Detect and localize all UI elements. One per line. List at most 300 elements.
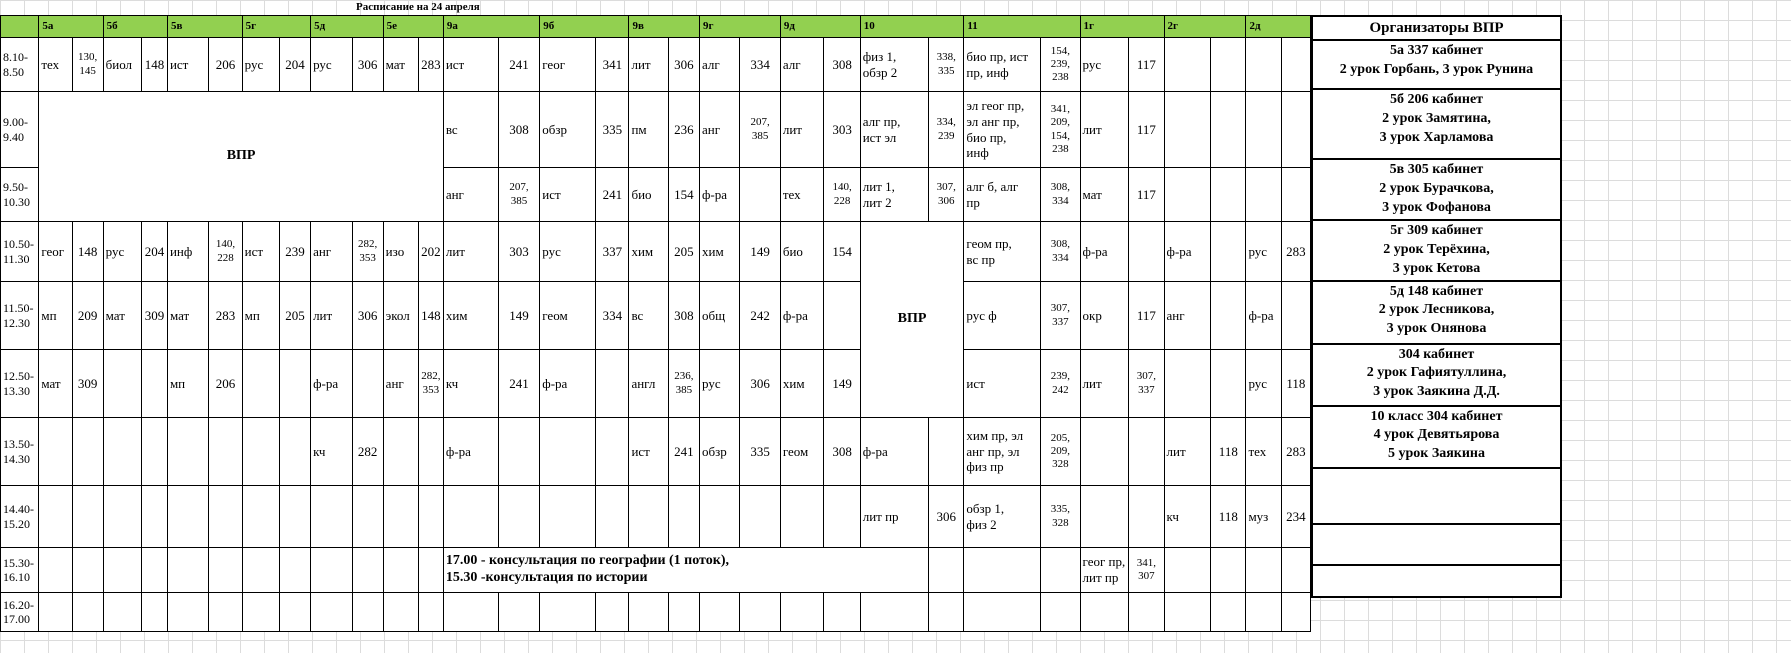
class-header[interactable]: 10: [860, 16, 964, 38]
room-cell[interactable]: [72, 418, 103, 486]
subject-cell[interactable]: [1080, 593, 1129, 632]
subject-cell[interactable]: изо: [383, 222, 418, 282]
room-cell[interactable]: 283: [1281, 222, 1310, 282]
organizer-cell[interactable]: 10 класс 304 кабинет 4 урок Девятьярова 5 урок Заякина: [1312, 406, 1561, 468]
subject-cell[interactable]: био: [629, 168, 668, 222]
room-cell[interactable]: 130, 145: [72, 38, 103, 92]
class-header[interactable]: 5в: [167, 16, 242, 38]
subject-cell[interactable]: лит: [1164, 418, 1211, 486]
subject-cell[interactable]: [167, 548, 208, 593]
organizer-cell[interactable]: 5а 337 кабинет 2 урок Горбань, 3 урок Рунина: [1312, 40, 1561, 89]
room-cell[interactable]: 149: [498, 282, 539, 350]
room-cell[interactable]: 308: [668, 282, 699, 350]
room-cell[interactable]: [1211, 92, 1246, 168]
room-cell[interactable]: 308, 334: [1041, 168, 1080, 222]
subject-cell[interactable]: [780, 486, 824, 548]
room-cell[interactable]: 140, 228: [209, 222, 242, 282]
room-cell[interactable]: [142, 593, 168, 632]
room-cell[interactable]: [929, 418, 964, 486]
subject-cell[interactable]: рус: [1246, 222, 1281, 282]
subject-cell[interactable]: био пр, ист пр, инф: [964, 38, 1041, 92]
subject-cell[interactable]: [1080, 486, 1129, 548]
subject-cell[interactable]: хим: [629, 222, 668, 282]
room-cell[interactable]: [498, 593, 539, 632]
subject-cell[interactable]: ист: [443, 38, 498, 92]
room-cell[interactable]: [1041, 593, 1080, 632]
time-cell[interactable]: 11.50- 12.30: [1, 282, 39, 350]
room-cell[interactable]: 283: [418, 38, 443, 92]
room-cell[interactable]: 338, 335: [929, 38, 964, 92]
subject-cell[interactable]: [383, 548, 418, 593]
subject-cell[interactable]: [860, 593, 928, 632]
subject-cell[interactable]: ист: [242, 222, 279, 282]
time-cell[interactable]: 10.50- 11.30: [1, 222, 39, 282]
room-cell[interactable]: 117: [1129, 92, 1164, 168]
room-cell[interactable]: 308: [824, 38, 860, 92]
room-cell[interactable]: 283: [209, 282, 242, 350]
subject-cell[interactable]: геом пр, вс пр: [964, 222, 1041, 282]
room-cell[interactable]: [929, 548, 964, 593]
subject-cell[interactable]: обзр 1, физ 2: [964, 486, 1041, 548]
class-header[interactable]: 9д: [780, 16, 860, 38]
room-cell[interactable]: [279, 418, 310, 486]
subject-cell[interactable]: [242, 486, 279, 548]
subject-cell[interactable]: кч: [311, 418, 352, 486]
subject-cell[interactable]: [780, 593, 824, 632]
subject-cell[interactable]: ист: [167, 38, 208, 92]
organizer-cell[interactable]: 5в 305 кабинет 2 урок Бурачкова, 3 урок Фофанова: [1312, 159, 1561, 220]
time-cell[interactable]: 15.30- 16.10: [1, 548, 39, 593]
room-cell[interactable]: 234: [1281, 486, 1310, 548]
room-cell[interactable]: 308, 334: [1041, 222, 1080, 282]
room-cell[interactable]: [418, 486, 443, 548]
room-cell[interactable]: [824, 593, 860, 632]
room-cell[interactable]: 206: [209, 38, 242, 92]
room-cell[interactable]: [279, 548, 310, 593]
subject-cell[interactable]: алг: [780, 38, 824, 92]
class-header[interactable]: 5г: [242, 16, 310, 38]
subject-cell[interactable]: лит: [443, 222, 498, 282]
subject-cell[interactable]: мат: [39, 350, 72, 418]
subject-cell[interactable]: рус: [311, 38, 352, 92]
subject-cell[interactable]: мп: [167, 350, 208, 418]
subject-cell[interactable]: [1246, 38, 1281, 92]
subject-cell[interactable]: [1080, 418, 1129, 486]
room-cell[interactable]: 148: [72, 222, 103, 282]
room-cell[interactable]: [418, 593, 443, 632]
subject-cell[interactable]: [1164, 350, 1211, 418]
room-cell[interactable]: 206: [209, 350, 242, 418]
room-cell[interactable]: [824, 486, 860, 548]
room-cell[interactable]: [1129, 593, 1164, 632]
subject-cell[interactable]: [39, 486, 72, 548]
room-cell[interactable]: [142, 548, 168, 593]
time-cell[interactable]: 12.50- 13.30: [1, 350, 39, 418]
subject-cell[interactable]: [964, 548, 1041, 593]
room-cell[interactable]: 282, 353: [418, 350, 443, 418]
room-cell[interactable]: [209, 486, 242, 548]
subject-cell[interactable]: [383, 593, 418, 632]
subject-cell[interactable]: [311, 486, 352, 548]
room-cell[interactable]: 239: [279, 222, 310, 282]
room-cell[interactable]: [1281, 168, 1310, 222]
room-cell[interactable]: [1211, 548, 1246, 593]
subject-cell[interactable]: [311, 548, 352, 593]
subject-cell[interactable]: геом: [780, 418, 824, 486]
room-cell[interactable]: 148: [418, 282, 443, 350]
room-cell[interactable]: [929, 593, 964, 632]
subject-cell[interactable]: [167, 486, 208, 548]
subject-cell[interactable]: мп: [242, 282, 279, 350]
room-cell[interactable]: [824, 282, 860, 350]
room-cell[interactable]: 118: [1211, 486, 1246, 548]
subject-cell[interactable]: анг: [1164, 282, 1211, 350]
subject-cell[interactable]: лит: [780, 92, 824, 168]
room-cell[interactable]: [142, 486, 168, 548]
subject-cell[interactable]: лит: [1080, 350, 1129, 418]
room-cell[interactable]: [1211, 350, 1246, 418]
room-cell[interactable]: [72, 486, 103, 548]
vpr-merged-cell[interactable]: ВПР: [39, 92, 443, 222]
room-cell[interactable]: 283: [1281, 418, 1310, 486]
room-cell[interactable]: [596, 350, 629, 418]
room-cell[interactable]: 118: [1281, 350, 1310, 418]
room-cell[interactable]: 148: [142, 38, 168, 92]
room-cell[interactable]: [1281, 593, 1310, 632]
subject-cell[interactable]: [103, 418, 141, 486]
class-header[interactable]: 5а: [39, 16, 103, 38]
room-cell[interactable]: [72, 548, 103, 593]
room-cell[interactable]: [279, 350, 310, 418]
subject-cell[interactable]: ф-ра: [311, 350, 352, 418]
room-cell[interactable]: 334, 239: [929, 92, 964, 168]
room-cell[interactable]: 236, 385: [668, 350, 699, 418]
subject-cell[interactable]: [39, 418, 72, 486]
subject-cell[interactable]: [311, 593, 352, 632]
room-cell[interactable]: 204: [142, 222, 168, 282]
subject-cell[interactable]: алг пр, ист эл: [860, 92, 928, 168]
subject-cell[interactable]: [242, 593, 279, 632]
room-cell[interactable]: 307, 337: [1129, 350, 1164, 418]
room-cell[interactable]: 205, 209, 328: [1041, 418, 1080, 486]
subject-cell[interactable]: ф-ра: [540, 350, 596, 418]
room-cell[interactable]: [1281, 92, 1310, 168]
subject-cell[interactable]: лит пр: [860, 486, 928, 548]
subject-cell[interactable]: [103, 593, 141, 632]
room-cell[interactable]: [142, 418, 168, 486]
room-cell[interactable]: 306: [352, 282, 383, 350]
subject-cell[interactable]: хим пр, эл анг пр, эл физ пр: [964, 418, 1041, 486]
room-cell[interactable]: [1211, 282, 1246, 350]
room-cell[interactable]: [1281, 548, 1310, 593]
subject-cell[interactable]: [242, 548, 279, 593]
subject-cell[interactable]: геом: [540, 282, 596, 350]
subject-cell[interactable]: [443, 593, 498, 632]
subject-cell[interactable]: алг б, алг пр: [964, 168, 1041, 222]
subject-cell[interactable]: [383, 418, 418, 486]
class-header[interactable]: 1г: [1080, 16, 1164, 38]
subject-cell[interactable]: [1246, 168, 1281, 222]
room-cell[interactable]: [740, 593, 780, 632]
class-header[interactable]: 9а: [443, 16, 539, 38]
room-cell[interactable]: [498, 418, 539, 486]
room-cell[interactable]: 334: [596, 282, 629, 350]
room-cell[interactable]: [668, 486, 699, 548]
room-cell[interactable]: 307, 306: [929, 168, 964, 222]
room-cell[interactable]: 117: [1129, 282, 1164, 350]
subject-cell[interactable]: геог пр, лит пр: [1080, 548, 1129, 593]
class-header[interactable]: 11: [964, 16, 1080, 38]
room-cell[interactable]: [209, 593, 242, 632]
subject-cell[interactable]: [1246, 593, 1281, 632]
subject-cell[interactable]: [540, 593, 596, 632]
room-cell[interactable]: 306: [929, 486, 964, 548]
consultation-note[interactable]: 17.00 - консультация по географии (1 поток), 15.30 -консультация по истории: [443, 548, 928, 593]
room-cell[interactable]: 341, 209, 154, 238: [1041, 92, 1080, 168]
class-header[interactable]: 9б: [540, 16, 629, 38]
class-header[interactable]: 2д: [1246, 16, 1311, 38]
subject-cell[interactable]: обзр: [699, 418, 739, 486]
room-cell[interactable]: 140, 228: [824, 168, 860, 222]
class-header[interactable]: 2г: [1164, 16, 1246, 38]
subject-cell[interactable]: [1164, 593, 1211, 632]
subject-cell[interactable]: тех: [780, 168, 824, 222]
room-cell[interactable]: 239, 242: [1041, 350, 1080, 418]
room-cell[interactable]: 241: [498, 38, 539, 92]
class-header[interactable]: 5д: [311, 16, 384, 38]
time-cell[interactable]: 16.20- 17.00: [1, 593, 39, 632]
subject-cell[interactable]: рус: [242, 38, 279, 92]
room-cell[interactable]: 282: [352, 418, 383, 486]
room-cell[interactable]: 308: [824, 418, 860, 486]
room-cell[interactable]: 306: [740, 350, 780, 418]
subject-cell[interactable]: биол: [103, 38, 141, 92]
subject-cell[interactable]: физ 1, обзр 2: [860, 38, 928, 92]
subject-cell[interactable]: хим: [443, 282, 498, 350]
room-cell[interactable]: 335: [740, 418, 780, 486]
room-cell[interactable]: [1129, 486, 1164, 548]
subject-cell[interactable]: ф-ра: [780, 282, 824, 350]
subject-cell[interactable]: рус: [1246, 350, 1281, 418]
room-cell[interactable]: 117: [1129, 168, 1164, 222]
room-cell[interactable]: 306: [668, 38, 699, 92]
subject-cell[interactable]: лит 1, лит 2: [860, 168, 928, 222]
header-time-cell[interactable]: [1, 16, 39, 38]
subject-cell[interactable]: анг: [443, 168, 498, 222]
room-cell[interactable]: 241: [498, 350, 539, 418]
room-cell[interactable]: 307, 337: [1041, 282, 1080, 350]
subject-cell[interactable]: лит: [629, 38, 668, 92]
subject-cell[interactable]: анг: [311, 222, 352, 282]
organizer-cell[interactable]: [1312, 524, 1561, 565]
subject-cell[interactable]: ф-ра: [1246, 282, 1281, 350]
room-cell[interactable]: [352, 486, 383, 548]
subject-cell[interactable]: [167, 593, 208, 632]
room-cell[interactable]: 207, 385: [740, 92, 780, 168]
subject-cell[interactable]: рус ф: [964, 282, 1041, 350]
room-cell[interactable]: [1129, 222, 1164, 282]
time-cell[interactable]: 9.50- 10.30: [1, 168, 39, 222]
subject-cell[interactable]: [167, 418, 208, 486]
subject-cell[interactable]: ф-ра: [1164, 222, 1211, 282]
room-cell[interactable]: 309: [142, 282, 168, 350]
subject-cell[interactable]: [1164, 38, 1211, 92]
room-cell[interactable]: 117: [1129, 38, 1164, 92]
subject-cell[interactable]: ист: [629, 418, 668, 486]
subject-cell[interactable]: [39, 593, 72, 632]
subject-cell[interactable]: мат: [103, 282, 141, 350]
room-cell[interactable]: 341: [596, 38, 629, 92]
room-cell[interactable]: [279, 486, 310, 548]
room-cell[interactable]: 202: [418, 222, 443, 282]
time-cell[interactable]: 13.50- 14.30: [1, 418, 39, 486]
room-cell[interactable]: [209, 418, 242, 486]
subject-cell[interactable]: обзр: [540, 92, 596, 168]
subject-cell[interactable]: рус: [699, 350, 739, 418]
room-cell[interactable]: 207, 385: [498, 168, 539, 222]
subject-cell[interactable]: мат: [383, 38, 418, 92]
class-header[interactable]: 9г: [699, 16, 780, 38]
subject-cell[interactable]: анг: [383, 350, 418, 418]
subject-cell[interactable]: мат: [167, 282, 208, 350]
room-cell[interactable]: [279, 593, 310, 632]
vpr-merged-cell[interactable]: ВПР: [860, 222, 964, 418]
room-cell[interactable]: 236: [668, 92, 699, 168]
subject-cell[interactable]: хим: [780, 350, 824, 418]
subject-cell[interactable]: ф-ра: [699, 168, 739, 222]
room-cell[interactable]: [498, 486, 539, 548]
subject-cell[interactable]: кч: [443, 350, 498, 418]
room-cell[interactable]: 341, 307: [1129, 548, 1164, 593]
subject-cell[interactable]: вс: [629, 282, 668, 350]
subject-cell[interactable]: эл геог пр, эл анг пр, био пр, инф: [964, 92, 1041, 168]
room-cell[interactable]: [740, 486, 780, 548]
subject-cell[interactable]: [242, 418, 279, 486]
subject-cell[interactable]: [103, 548, 141, 593]
organizer-cell[interactable]: 5д 148 кабинет 2 урок Лесникова, 3 урок Онянова: [1312, 281, 1561, 344]
subject-cell[interactable]: рус: [103, 222, 141, 282]
room-cell[interactable]: 334: [740, 38, 780, 92]
subject-cell[interactable]: ист: [964, 350, 1041, 418]
subject-cell[interactable]: мп: [39, 282, 72, 350]
room-cell[interactable]: [1211, 38, 1246, 92]
subject-cell[interactable]: [103, 350, 141, 418]
subject-cell[interactable]: [1164, 548, 1211, 593]
subject-cell[interactable]: [540, 418, 596, 486]
room-cell[interactable]: 306: [352, 38, 383, 92]
organizer-cell[interactable]: 304 кабинет 2 урок Гафиятуллина, 3 урок Заякина Д.Д.: [1312, 344, 1561, 406]
room-cell[interactable]: 241: [596, 168, 629, 222]
room-cell[interactable]: [1211, 593, 1246, 632]
room-cell[interactable]: 154, 239, 238: [1041, 38, 1080, 92]
room-cell[interactable]: [352, 350, 383, 418]
subject-cell[interactable]: [1164, 168, 1211, 222]
subject-cell[interactable]: алг: [699, 38, 739, 92]
organizer-cell[interactable]: 5г 309 кабинет 2 урок Терёхина, 3 урок Кетова: [1312, 220, 1561, 281]
organizer-cell[interactable]: [1312, 565, 1561, 597]
subject-cell[interactable]: рус: [1080, 38, 1129, 92]
room-cell[interactable]: 241: [668, 418, 699, 486]
subject-cell[interactable]: мат: [1080, 168, 1129, 222]
room-cell[interactable]: [1281, 282, 1310, 350]
room-cell[interactable]: [72, 593, 103, 632]
room-cell[interactable]: 205: [279, 282, 310, 350]
room-cell[interactable]: [596, 486, 629, 548]
subject-cell[interactable]: [964, 593, 1041, 632]
time-cell[interactable]: 9.00- 9.40: [1, 92, 39, 168]
room-cell[interactable]: [418, 548, 443, 593]
organizers-header[interactable]: Организаторы ВПР: [1312, 16, 1561, 40]
room-cell[interactable]: 337: [596, 222, 629, 282]
room-cell[interactable]: 303: [498, 222, 539, 282]
room-cell[interactable]: 308: [498, 92, 539, 168]
subject-cell[interactable]: [629, 486, 668, 548]
organizer-cell[interactable]: [1312, 468, 1561, 524]
room-cell[interactable]: 154: [824, 222, 860, 282]
subject-cell[interactable]: [540, 486, 596, 548]
room-cell[interactable]: [668, 593, 699, 632]
subject-cell[interactable]: лит: [311, 282, 352, 350]
room-cell[interactable]: 154: [668, 168, 699, 222]
room-cell[interactable]: 335: [596, 92, 629, 168]
room-cell[interactable]: [1211, 168, 1246, 222]
class-header[interactable]: 5е: [383, 16, 443, 38]
time-cell[interactable]: 14.40- 15.20: [1, 486, 39, 548]
subject-cell[interactable]: ф-ра: [443, 418, 498, 486]
subject-cell[interactable]: геог: [540, 38, 596, 92]
subject-cell[interactable]: пм: [629, 92, 668, 168]
subject-cell[interactable]: ист: [540, 168, 596, 222]
subject-cell[interactable]: муз: [1246, 486, 1281, 548]
subject-cell[interactable]: общ: [699, 282, 739, 350]
subject-cell[interactable]: тех: [39, 38, 72, 92]
subject-cell[interactable]: [1246, 92, 1281, 168]
subject-cell[interactable]: [629, 593, 668, 632]
room-cell[interactable]: 335, 328: [1041, 486, 1080, 548]
subject-cell[interactable]: [699, 593, 739, 632]
room-cell[interactable]: 309: [72, 350, 103, 418]
subject-cell[interactable]: кч: [1164, 486, 1211, 548]
room-cell[interactable]: [596, 418, 629, 486]
subject-cell[interactable]: рус: [540, 222, 596, 282]
subject-cell[interactable]: [699, 486, 739, 548]
room-cell[interactable]: 149: [824, 350, 860, 418]
subject-cell[interactable]: [383, 486, 418, 548]
room-cell[interactable]: [596, 593, 629, 632]
class-header[interactable]: 9в: [629, 16, 700, 38]
room-cell[interactable]: 242: [740, 282, 780, 350]
room-cell[interactable]: [1041, 548, 1080, 593]
room-cell[interactable]: 209: [72, 282, 103, 350]
room-cell[interactable]: [418, 418, 443, 486]
room-cell[interactable]: [1211, 222, 1246, 282]
room-cell[interactable]: [352, 548, 383, 593]
room-cell[interactable]: 303: [824, 92, 860, 168]
room-cell[interactable]: [142, 350, 168, 418]
room-cell[interactable]: [1129, 418, 1164, 486]
organizer-cell[interactable]: 5б 206 кабинет 2 урок Замятина, 3 урок Харламова: [1312, 89, 1561, 159]
subject-cell[interactable]: [39, 548, 72, 593]
subject-cell[interactable]: [103, 486, 141, 548]
time-cell[interactable]: 8.10- 8.50: [1, 38, 39, 92]
room-cell[interactable]: 282, 353: [352, 222, 383, 282]
room-cell[interactable]: [352, 593, 383, 632]
subject-cell[interactable]: лит: [1080, 92, 1129, 168]
room-cell[interactable]: 118: [1211, 418, 1246, 486]
subject-cell[interactable]: геог: [39, 222, 72, 282]
class-header[interactable]: 5б: [103, 16, 167, 38]
room-cell[interactable]: 205: [668, 222, 699, 282]
